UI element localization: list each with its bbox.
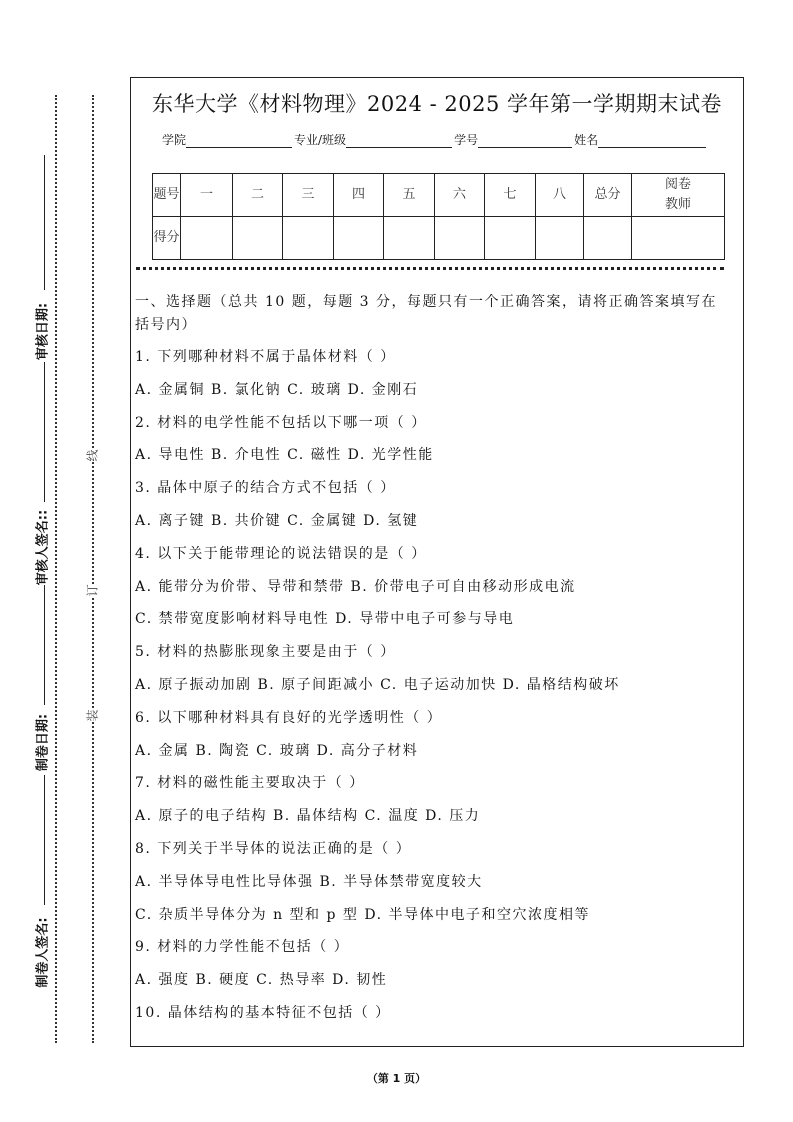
answer-options: A. 原子振动加剧 B. 原子间距减小 C. 电子运动加快 D. 晶格结构破坏	[135, 677, 620, 693]
question-text: 5. 材料的热膨胀现象主要是由于（ ）	[135, 644, 396, 661]
score-row-label: 得分	[153, 217, 181, 260]
score-table-score-row	[153, 217, 725, 260]
answer-options: A. 金属 B. 陶瓷 C. 玻璃 D. 高分子材料	[135, 742, 419, 759]
score-table-header-row	[153, 174, 725, 217]
question-text: 1. 下列哪种材料不属于晶体材料（ ）	[135, 349, 396, 365]
score-cell[interactable]	[435, 217, 485, 260]
review-date-label: 审核日期:	[35, 302, 51, 361]
student-id-field[interactable]	[478, 133, 572, 148]
answer-options: A. 半导体导电性比导体强 B. 半导体禁带宽度较大	[135, 873, 483, 890]
signature-line	[44, 155, 45, 290]
score-cell[interactable]	[181, 217, 233, 260]
name-label: 姓名	[574, 133, 599, 147]
score-cell[interactable]	[536, 217, 584, 260]
college-field[interactable]	[186, 133, 292, 148]
header-cell: 六	[435, 174, 485, 217]
exam-title: 东华大学《材料物理》2024 - 2025 学年第一学期期末试卷	[151, 92, 722, 116]
header-cell: 五	[384, 174, 435, 217]
major-class-field[interactable]	[346, 133, 452, 148]
major-class-label: 专业/班级	[294, 133, 347, 147]
question-text: 9. 材料的力学性能不包括（ ）	[135, 939, 350, 956]
signature-line	[44, 775, 45, 905]
answer-options: A. 金属铜 B. 氯化钠 C. 玻璃 D. 金刚石	[135, 381, 419, 398]
answer-options: C. 杂质半导体分为 n 型和 p 型 D. 半导体中电子和空穴浓度相等	[135, 906, 590, 923]
binding-char-zhuang: 装	[85, 709, 100, 722]
binding-dotted-line-outer	[55, 95, 57, 1043]
header-cell: 三	[283, 174, 334, 217]
question-text: 7. 材料的磁性能主要取决于（ ）	[135, 775, 365, 792]
name-field[interactable]	[598, 133, 706, 148]
question-text: 8. 下列关于半导体的说法正确的是（ ）	[135, 841, 412, 857]
section-divider	[136, 267, 724, 270]
question-text: 10. 晶体结构的基本特征不包括（ ）	[135, 1005, 391, 1021]
question-text: 4. 以下关于能带理论的说法错误的是（ ）	[135, 545, 427, 562]
header-cell: 四	[334, 174, 384, 217]
binding-dotted-line-inner	[92, 95, 94, 1043]
question-text: 6. 以下哪种材料具有良好的光学透明性（ ）	[135, 709, 443, 726]
signature-line	[44, 362, 45, 502]
header-cell: 总分	[584, 174, 632, 217]
student-id-label: 学号	[454, 133, 479, 147]
college-label: 学院	[162, 133, 187, 147]
prepare-date-label: 制卷日期:	[35, 713, 51, 772]
header-cell: 八	[536, 174, 584, 217]
reviewer-signature-label: 审核人签名::	[35, 509, 51, 586]
question-text: 3. 晶体中原子的结合方式不包括（ ）	[135, 480, 396, 497]
score-cell[interactable]	[233, 217, 283, 260]
header-cell: 一	[181, 174, 233, 217]
answer-options: A. 能带分为价带、导带和禁带 B. 价带电子可自由移动形成电流	[135, 578, 576, 595]
answer-options: A. 离子键 B. 共价键 C. 金属键 D. 氢键	[135, 513, 419, 529]
section-heading-cont: 括号内）	[135, 317, 197, 333]
score-cell[interactable]	[632, 217, 725, 260]
score-cell[interactable]	[584, 217, 632, 260]
header-cell: 题号	[153, 174, 181, 217]
score-cell[interactable]	[485, 217, 536, 260]
score-cell[interactable]	[384, 217, 435, 260]
question-text: 2. 材料的电学性能不包括以下哪一项（ ）	[135, 414, 427, 431]
header-cell: 七	[485, 174, 536, 217]
score-table	[152, 173, 725, 260]
student-info-fields	[162, 131, 708, 148]
header-cell: 阅卷教师	[632, 174, 725, 217]
binding-char-ding: 订	[85, 584, 100, 597]
answer-options: A. 原子的电子结构 B. 晶体结构 C. 温度 D. 压力	[135, 808, 481, 825]
answer-options: A. 强度 B. 硬度 C. 热导率 D. 韧性	[135, 972, 388, 989]
score-cell[interactable]	[283, 217, 334, 260]
header-cell: 二	[233, 174, 283, 217]
signature-line	[44, 585, 45, 705]
answer-options: C. 禁带宽度影响材料导电性 D. 导带中电子可参与导电	[135, 611, 515, 628]
binding-char-xian: 线	[85, 449, 100, 462]
section-heading: 一、选择题（总共 10 题，每题 3 分，每题只有一个正确答案，请将正确答案填写在	[135, 294, 718, 310]
answer-options: A. 导电性 B. 介电性 C. 磁性 D. 光学性能	[135, 447, 434, 464]
score-cell[interactable]	[334, 217, 384, 260]
preparer-signature-label: 制卷人签名:	[35, 917, 51, 988]
page-number: （第 1 页）	[366, 1072, 427, 1085]
